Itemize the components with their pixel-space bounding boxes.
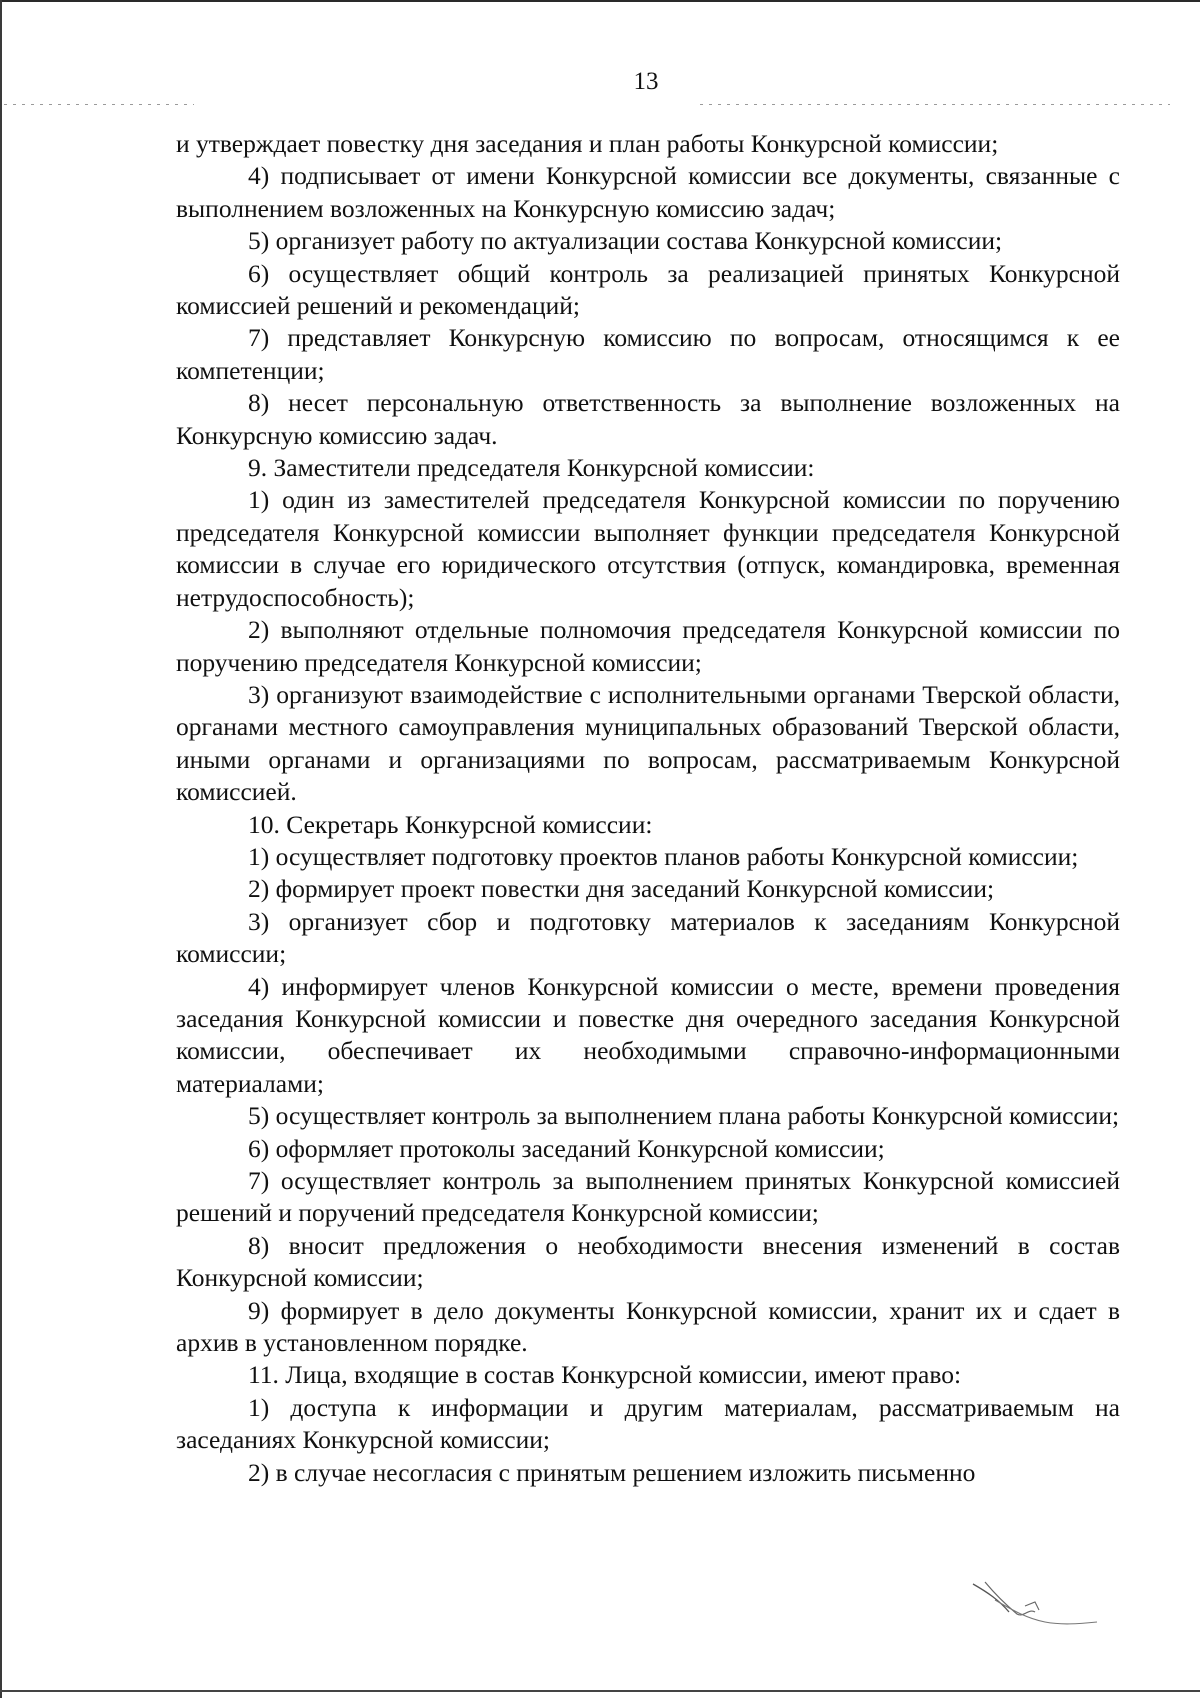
paragraph: 4) информирует членов Конкурсной комиссии о месте, времени проведения заседания Конкурсной комиссии и повестке дня очередного заседания Конкурсной комиссии, обеспечивает их необходимыми справочно-информационными материалами; [176, 971, 1120, 1098]
section-heading: 9. Заместители председателя Конкурсной комиссии: [248, 453, 815, 483]
paragraph: 1) осуществляет подготовку проектов планов работы Конкурсной комиссии; [248, 841, 1079, 871]
paragraph: 6) осуществляет общий контроль за реализацией принятых Конкурсной комиссией решений и рекомендаций; [176, 258, 1120, 321]
paragraph: 7) осуществляет контроль за выполнением принятых Конкурсной комиссией решений и поручений председателя Конкурсной комиссии; [176, 1166, 1120, 1228]
paragraph: 2) выполняют отдельные полномочия председателя Конкурсной комиссии по поручению председателя Конкурсной комиссии; [176, 615, 1120, 677]
paragraph: 2) формирует проект повестки дня заседаний Конкурсной комиссии; [248, 874, 995, 904]
paragraph: и утверждает повестку дня заседания и план работы Конкурсной комиссии; [176, 129, 999, 158]
paragraph: 4) подписывает от имени Конкурсной комиссии все документы, связанные с выполнением возложенных на Конкурсную комиссию задач; [176, 161, 1120, 223]
paragraph: 5) осуществляет контроль за выполнением плана работы Конкурсной комиссии; [248, 1101, 1120, 1131]
paragraph: 8) вносит предложения о необходимости внесения изменений в состав Конкурсной комиссии; [176, 1230, 1120, 1293]
handwritten-initials [965, 1578, 1115, 1638]
paragraph: 5) организует работу по актуализации состава Конкурсной комиссии; [248, 226, 1003, 256]
section-heading: 10. Секретарь Конкурсной комиссии: [248, 809, 653, 839]
paragraph: 6) оформляет протоколы заседаний Конкурсной комиссии; [248, 1133, 885, 1163]
paragraph: 7) представляет Конкурсную комиссию по вопросам, относящимся к ее компетенции; [176, 323, 1120, 385]
document-body [176, 128, 1120, 1489]
page-number: 13 [633, 68, 659, 95]
scan-edge-top [0, 0, 1200, 2]
paragraph: 1) один из заместителей председателя Конкурсной комиссии по поручению председателя Конкурсной комиссии выполняет функции председателя Конкурсной комиссии в случае его юридического отсутствия (отпуск, командировка, временная нетрудоспособность); [176, 485, 1120, 612]
paragraph: 3) организуют взаимодействие с исполнительными органами Тверской области, органами местного самоуправления муниципальных образований Тверской области, иными органами и организациями по вопросам, рассматриваемым Конкурсной комиссией. [176, 679, 1120, 807]
scan-noise [4, 104, 194, 105]
paragraph: 3) организует сбор и подготовку материалов к заседаниям Конкурсной комиссии; [176, 906, 1120, 969]
paragraph: 2) в случае несогласия с принятым решением изложить письменно [248, 1457, 976, 1487]
paragraph: 9) формирует в дело документы Конкурсной комиссии, хранит их и сдает в архив в установленном порядке. [176, 1295, 1120, 1358]
paragraph: 8) несет персональную ответственность за выполнение возложенных на Конкурсную комиссию задач. [176, 388, 1120, 450]
paragraph: 1) доступа к информации и другим материалам, рассматриваемым на заседаниях Конкурсной комиссии; [176, 1392, 1120, 1455]
section-heading: 11. Лица, входящие в состав Конкурсной комиссии, имеют право: [248, 1360, 962, 1390]
scan-edge-bottom [0, 1690, 1200, 1692]
scan-edge-left [0, 0, 2, 1698]
scan-noise [700, 104, 1170, 105]
